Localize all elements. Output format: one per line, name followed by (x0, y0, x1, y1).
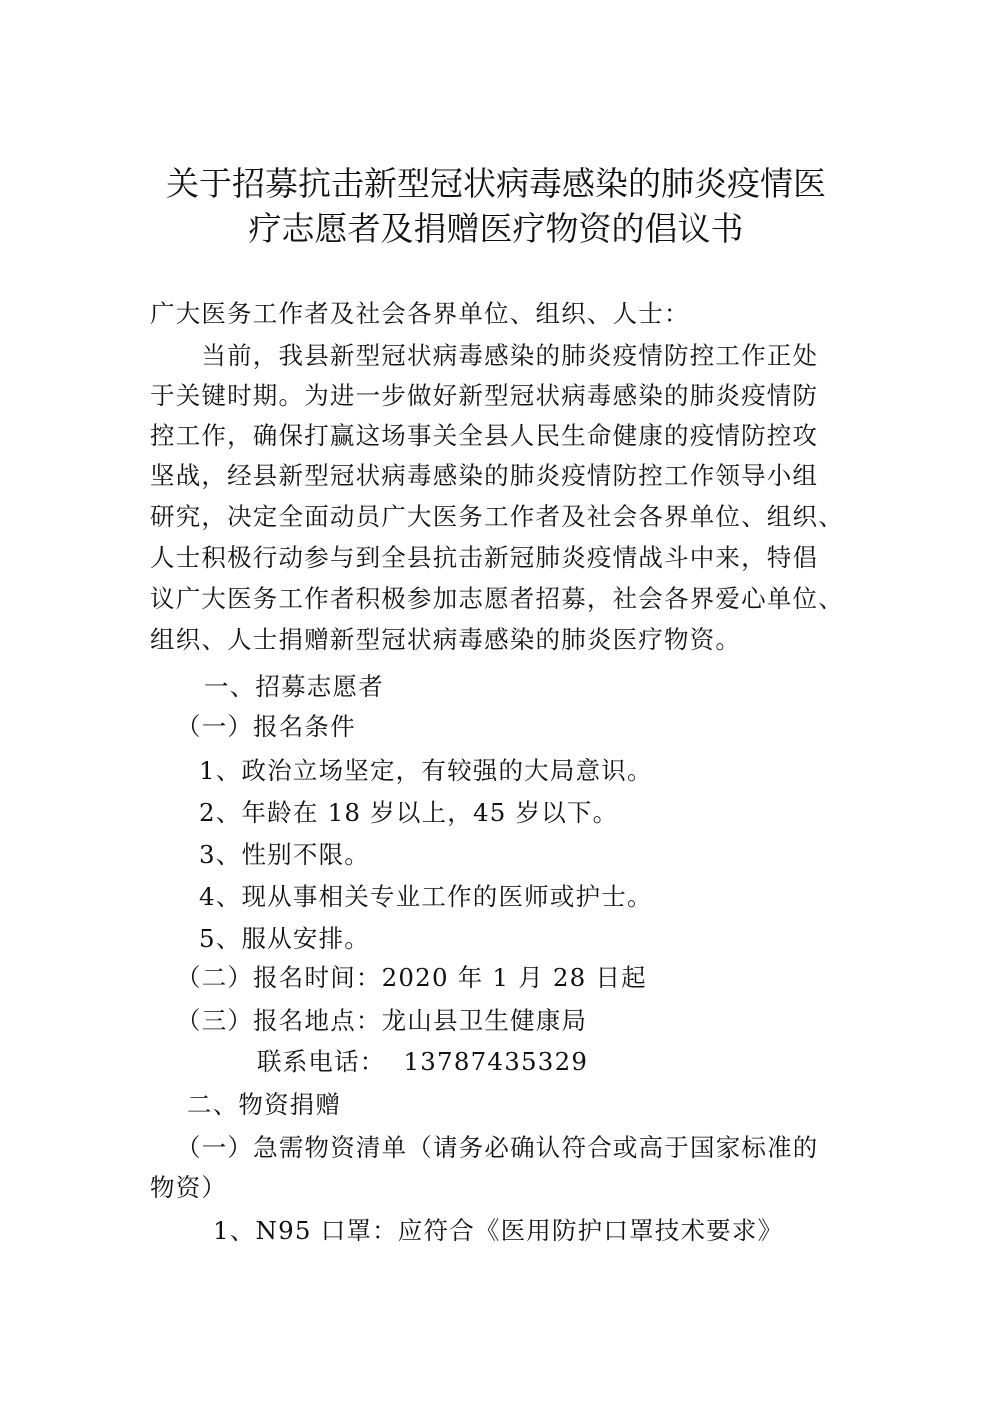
intro-paragraph-line: 议广大医务工作者积极参加志愿者招募，社会各界爱心单位、 (150, 584, 844, 613)
document-title-line-2: 疗志愿者及捐赠医疗物资的倡议书 (248, 209, 744, 248)
intro-paragraph-line: 组织、人士捐赠新型冠状病毒感染的肺炎医疗物资。 (150, 625, 742, 654)
intro-paragraph-line: 研究，决定全面动员广大医务工作者及社会各界单位、组织、 (150, 502, 844, 531)
intro-paragraph-line: 控工作，确保打赢这场事关全县人民生命健康的疫情防控攻 (150, 421, 819, 450)
condition-item: 4、现从事相关专业工作的医师或护士。 (199, 882, 653, 911)
registration-location: （三）报名地点：龙山县卫生健康局 (176, 1006, 588, 1035)
intro-paragraph-line: 当前，我县新型冠状病毒感染的肺炎疫情防控工作正处 (150, 341, 819, 370)
condition-item: 1、政治立场坚定，有较强的大局意识。 (199, 756, 653, 785)
intro-paragraph-line: 于关键时期。为进一步做好新型冠状病毒感染的肺炎疫情防 (150, 381, 819, 410)
contact-phone: 联系电话： 13787435329 (257, 1047, 589, 1076)
intro-paragraph-line: 人士积极行动参与到全县抗击新冠肺炎疫情战斗中来，特倡 (150, 543, 819, 572)
subsection-heading-needed-materials-continued: 物资） (150, 1173, 228, 1202)
condition-item: 2、年龄在 18 岁以上，45 岁以下。 (199, 798, 619, 827)
subsection-heading-needed-materials: （一）急需物资清单（请务必确认符合或高于国家标准的 (176, 1133, 819, 1162)
registration-time: （二）报名时间：2020 年 1 月 28 日起 (176, 963, 647, 992)
salutation: 广大医务工作者及社会各界单位、组织、人士： (150, 299, 690, 328)
material-item: 1、N95 口罩：应符合《医用防护口罩技术要求》 (213, 1216, 784, 1245)
section-heading-recruit-volunteers: 一、招募志愿者 (204, 672, 384, 701)
condition-item: 3、性别不限。 (199, 840, 370, 869)
document-title-line-1: 关于招募抗击新型冠状病毒感染的肺炎疫情医 (166, 164, 826, 203)
subsection-heading-conditions: （一）报名条件 (176, 712, 356, 741)
section-heading-material-donation: 二、物资捐赠 (187, 1090, 342, 1119)
condition-item: 5、服从安排。 (199, 924, 370, 953)
intro-paragraph-line: 坚战，经县新型冠状病毒感染的肺炎疫情防控工作领导小组 (150, 461, 819, 490)
